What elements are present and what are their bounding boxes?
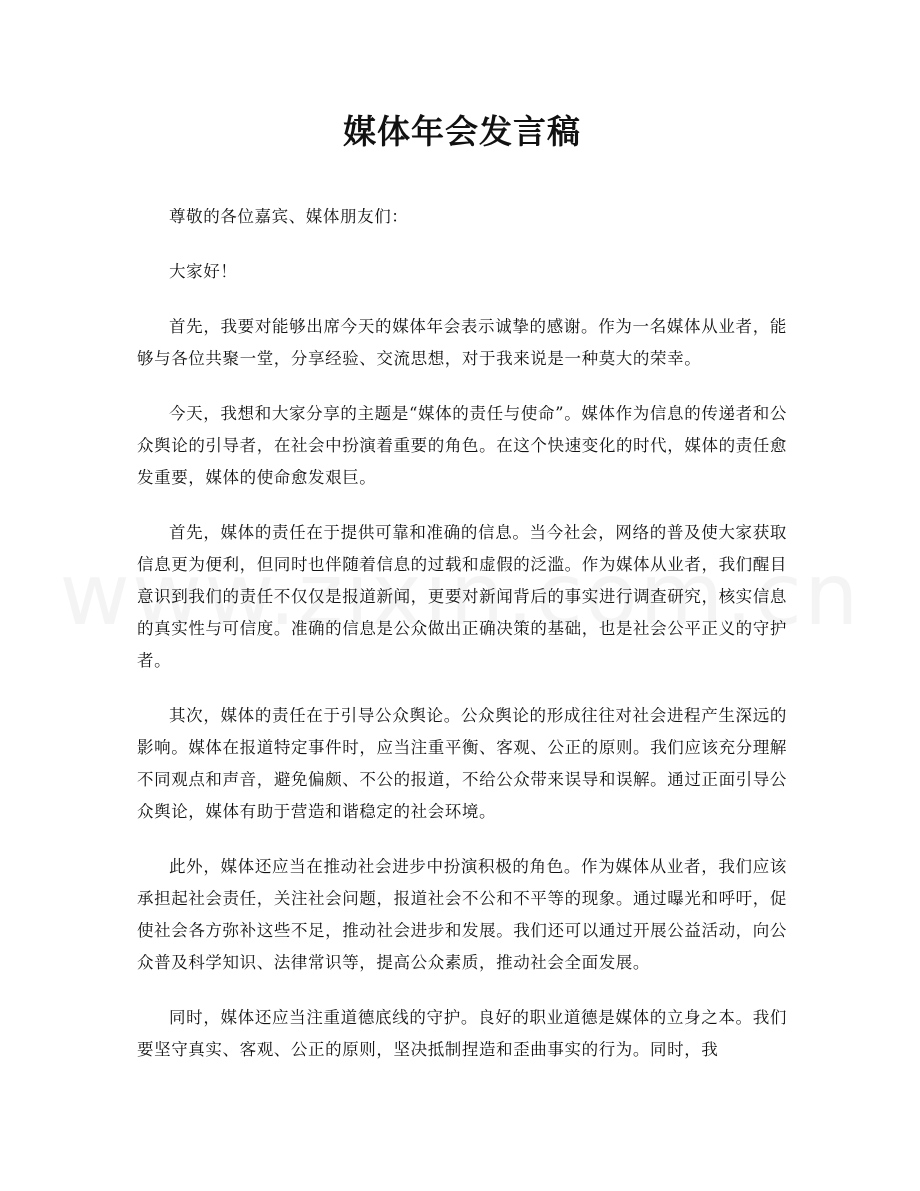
paragraph: 首先，媒体的责任在于提供可靠和准确的信息。当今社会，网络的普及使大家获取信息更为便利，但同时也伴随着信息的过载和虚假的泛滥。作为媒体从业者，我们醒目意识到我们的责任不仅仅是报道新闻，更要对新闻背后的事实进行调查研究，核实信息的真实性与可信度。准确的信息是公众做出正确决策的基础，也是社会公平正义的守护者。 [137,523,787,670]
paragraph: 今天，我想和大家分享的主题是“媒体的责任与使命”。媒体作为信息的传递者和公众舆论的引导者，在社会中扮演着重要的角色。在这个快速变化的时代，媒体的责任愈发重要，媒体的使命愈发艰巨。 [137,404,787,487]
paragraph: 此外，媒体还应当在推动社会进步中扮演积极的角色。作为媒体从业者，我们应该承担起社会责任，关注社会问题，报道社会不公和不平等的现象。通过曝光和呼吁，促使社会各方弥补这些不足，推动社会进步和发展。我们还可以通过开展公益活动，向公众普及科学知识、法律常识等，提高公众素质，推动社会全面发展。 [137,857,787,972]
document-title: 媒体年会发言稿 [343,112,581,151]
paragraph: 首先，我要对能够出席今天的媒体年会表示诚挚的感谢。作为一名媒体从业者，能够与各位共聚一堂，分享经验、交流思想，对于我来说是一种莫大的荣幸。 [137,317,787,368]
paragraph: 其次，媒体的责任在于引导公众舆论。公众舆论的形成往往对社会进程产生深远的影响。媒体在报道特定事件时，应当注重平衡、客观、公正的原则。我们应该充分理解不同观点和声音，避免偏颇、不公的报道，不给公众带来误导和误解。通过正面引导公众舆论，媒体有助于营造和谐稳定的社会环境。 [137,706,787,821]
paragraph: 同时，媒体还应当注重道德底线的守护。良好的职业道德是媒体的立身之本。我们要坚守真实、客观、公正的原则，坚决抵制捏造和歪曲事实的行为。同时，我 [137,1008,787,1059]
paragraph-greeting: 大家好！ [169,262,238,281]
paragraph-salutation: 尊敬的各位嘉宾、媒体朋友们： [169,207,409,226]
